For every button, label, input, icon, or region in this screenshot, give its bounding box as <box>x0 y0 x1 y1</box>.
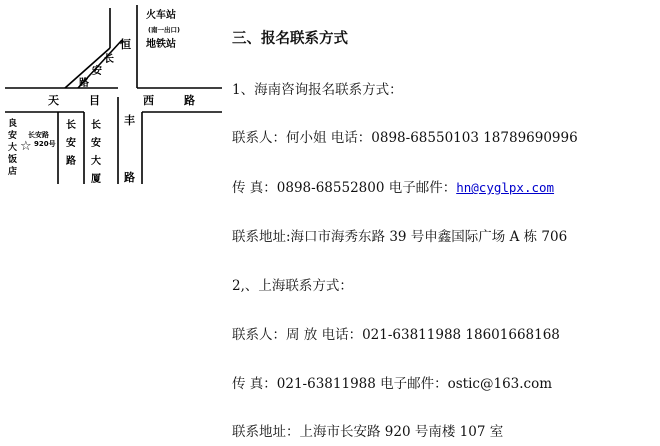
feng-road-char: 路 <box>124 171 135 184</box>
location-map <box>0 0 225 200</box>
hainan-address: 联系地址:海口市海秀东路 39 号申鑫国际广场 A 栋 706 <box>232 229 568 245</box>
tianmu-road-char: 路 <box>184 94 195 107</box>
hainan-fax-email <box>232 176 554 196</box>
changan-building-char: 厦 <box>91 174 101 185</box>
tianmu-road-char: 西 <box>143 94 154 107</box>
changan-building-char: 安 <box>91 138 101 149</box>
hotel-char: 良 <box>8 119 18 129</box>
changan-building-char: 长 <box>91 120 101 131</box>
tianmu-road-char: 目 <box>89 94 100 107</box>
hainan-fax-label: 传 真：0898-68552800 电子邮件： <box>232 180 457 196</box>
shanghai-header: 2,、上海联系方式： <box>232 278 353 294</box>
feng-road-char: 丰 <box>124 114 135 127</box>
changan-diag-char: 长 <box>104 54 114 65</box>
hotel-char: 大 <box>8 143 18 153</box>
hotel-char: 饭 <box>8 155 18 165</box>
hotel-char: 安 <box>8 131 18 141</box>
section-title: 三、报名联系方式 <box>232 31 348 47</box>
hotel-char: 店 <box>8 167 18 177</box>
changan-road-char: 安 <box>66 138 76 149</box>
changan-road-char: 路 <box>66 156 76 167</box>
metro-station-label: 地铁站 <box>146 39 176 50</box>
shanghai-address: 联系地址：上海市长安路 920 号南楼 107 室 <box>232 424 504 440</box>
heng-road-label: 恒 <box>120 38 131 51</box>
address-label: 长安路 <box>28 131 49 139</box>
hainan-contact: 联系人：何小姐 电话：0898-68550103 18789690996 <box>232 130 578 146</box>
hainan-email-link[interactable]: hn@cyglpx.com <box>456 180 555 195</box>
address-label: 920号 <box>34 140 56 148</box>
changan-diag-char: 安 <box>92 66 102 77</box>
changan-road-char: 长 <box>66 120 76 131</box>
hainan-header: 1、海南咨询报名联系方式： <box>232 82 403 98</box>
tianmu-road-char: 天 <box>48 94 59 107</box>
south-exit-label: (南一出口) <box>148 26 180 34</box>
changan-diag-char: 路 <box>79 78 89 89</box>
shanghai-contact: 联系人：周 放 电话：021-63811988 18601668168 <box>232 327 560 343</box>
changan-building-char: 大 <box>91 156 101 167</box>
shanghai-fax-email: 传 真：021-63811988 电子邮件：ostic@163.com <box>232 376 553 392</box>
star-icon: ☆ <box>20 139 32 154</box>
train-station-label: 火车站 <box>146 10 176 21</box>
